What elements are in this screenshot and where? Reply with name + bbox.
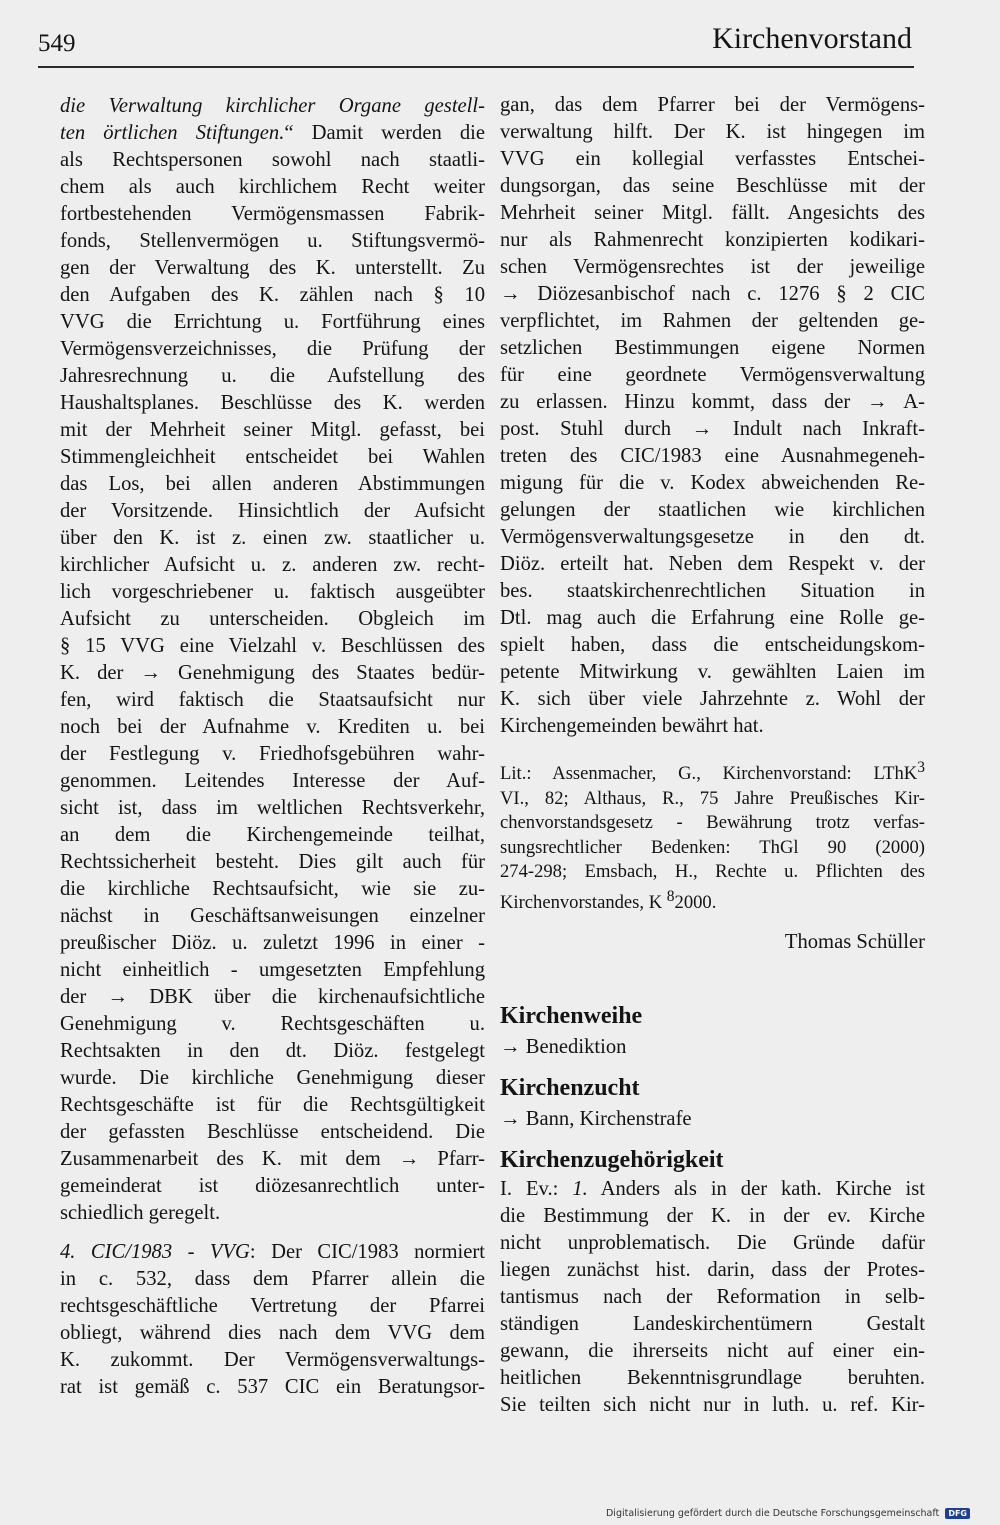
text-line: noch bei der Aufnahme v. Krediten u. bei (60, 716, 485, 738)
text-line: Mehrheit seiner Mitgl. fällt. Angesichts des (500, 202, 925, 224)
text-line: Aufsicht zu unterscheiden. Obgleich im (60, 608, 485, 630)
body-paragraph (60, 93, 485, 1227)
cross-reference-link[interactable]: → Benediktion (500, 1036, 627, 1059)
text-line: verpflichtet, im Rahmen der geltenden ge- (500, 310, 925, 332)
text-line: Kirchenvorstandes, K $^8$2000. (500, 887, 717, 913)
text-line: VVG ein kollegial verfasstes Entschei- (500, 148, 925, 170)
text-line: gewann, die ihrerseits nicht auf einer ein- (500, 1340, 925, 1363)
text-line: der gefassten Beschlüsse entscheidend. Die (60, 1121, 485, 1143)
text-line: tantismus nach der Reformation in selb- (500, 1286, 925, 1309)
text-line: über den K. ist z. einen zw. staatlicher u. (60, 527, 485, 549)
text-line: spielt haben, dass die entscheidungskom- (500, 634, 925, 656)
text-line: der Vorsitzende. Hinsichtlich der Aufsicht (60, 500, 485, 522)
text-line: I. Ev.: 1. Anders als in der kath. Kirche ist (500, 1178, 925, 1201)
text-line: für eine geordnete Vermögensverwaltung (500, 364, 925, 386)
text-line: fortbestehenden Vermögensmassen Fabrik- (60, 203, 485, 225)
text-line: Vermögensverwaltungsgesetze in den dt. (500, 526, 925, 548)
text-line: liegen zunächst hist. darin, dass der Protes- (500, 1259, 925, 1282)
text-line: fonds, Stellenvermögen u. Stiftungsvermö- (60, 230, 485, 252)
text-line: 4. CIC/1983 - VVG: Der CIC/1983 normiert (60, 1241, 485, 1263)
text-line: → Diözesanbischof nach c. 1276 § 2 CIC (500, 283, 925, 305)
header-rule (38, 66, 914, 68)
text-line: der → DBK über die kirchenaufsichtliche (60, 986, 485, 1008)
text-line: heitlichen Bekenntnisgrundlage beruhten. (500, 1367, 925, 1390)
text-line: Vermögensverzeichnisses, die Prüfung der (60, 338, 485, 360)
text-line: sungsrechtlicher Bedenken: ThGl 90 (2000) (500, 836, 925, 858)
text-line: der Festlegung v. Friedhofsgebühren wahr- (60, 743, 485, 765)
text-line: gan, das dem Pfarrer bei der Vermögens- (500, 94, 925, 116)
text-line: genommen. Leitendes Interesse der Auf- (60, 770, 485, 792)
text-line: Lit.: Assenmacher, G., Kirchenvorstand: LThK$^3$ (500, 759, 925, 785)
text-line: Rechtsgeschäfte ist für die Rechtsgültigkeit (60, 1094, 485, 1116)
text-line: fen, wird faktisch die Staatsaufsicht nur (60, 689, 485, 711)
dfg-logo: DFG (945, 1508, 970, 1519)
text-line: preußischer Diöz. u. zuletzt 1996 in einer - (60, 932, 485, 954)
entry-heading-kirchenweihe: Kirchenweihe (500, 1003, 643, 1030)
text-line: die kirchliche Rechtsaufsicht, wie sie zu- (60, 878, 485, 900)
author-signature: Thomas Schüller (784, 931, 925, 954)
body-paragraph (500, 92, 925, 740)
text-line: verwaltung hilft. Der K. ist hingegen im (500, 121, 925, 143)
section-4-paragraph (60, 1239, 485, 1401)
text-line: Genehmigung v. Rechtsgeschäften u. (60, 1013, 485, 1035)
text-line: schen Vermögensrechtes ist der jeweilige (500, 256, 925, 278)
text-line: Diöz. erteilt hat. Neben dem Respekt v. der (500, 553, 925, 575)
text-line: § 15 VVG eine Vielzahl v. Beschlüssen des (60, 635, 485, 657)
credit-text: Digitalisierung gefördert durch die Deutsche Forschungsgemeinschaft (605, 1508, 940, 1519)
text-line: nicht unproblematisch. Die Gründe dafür (500, 1232, 925, 1255)
text-line: kirchlicher Aufsicht u. z. anderen zw. recht- (60, 554, 485, 576)
text-line: 274-298; Emsbach, H., Rechte u. Pflichten des (500, 861, 925, 883)
text-line: VI., 82; Althaus, R., 75 Jahre Preußisches Kir- (500, 787, 925, 809)
entry-heading-kirchenzugehoerigkeit: Kirchenzugehörigkeit (500, 1147, 724, 1174)
text-line: VVG die Errichtung u. Fortführung eines (60, 311, 485, 333)
cross-reference-link[interactable]: → Bann, Kirchenstrafe (500, 1108, 692, 1131)
text-line: Zusammenarbeit des K. mit dem → Pfarr- (60, 1148, 485, 1170)
digitization-credit (606, 1508, 970, 1519)
text-line: chem als auch kirchlichem Recht weiter (60, 176, 485, 198)
text-line: ständigen Landeskirchentümern Gestalt (500, 1313, 925, 1336)
text-line: an dem die Kirchengemeinde teilhat, (60, 824, 485, 846)
text-line: lich vorgeschriebener u. faktisch ausgeübter (60, 581, 485, 603)
text-line: zu erlassen. Hinzu kommt, dass der → A- (500, 391, 925, 413)
text-line: Stimmengleichheit entscheidet bei Wahlen (60, 446, 485, 468)
text-line: schiedlich geregelt. (60, 1202, 221, 1224)
text-line: post. Stuhl durch → Indult nach Inkraft- (500, 418, 925, 440)
text-line: obliegt, während dies nach dem VVG dem (60, 1322, 485, 1344)
text-line: in c. 532, dass dem Pfarrer allein die (60, 1268, 485, 1290)
text-line: K. der → Genehmigung des Staates bedür- (60, 662, 485, 684)
text-line: nächst in Geschäftsanweisungen einzelner (60, 905, 485, 927)
text-line: Kirchengemeinden bewährt hat. (500, 715, 764, 737)
text-line: Rechtssicherheit besteht. Dies gilt auch für (60, 851, 485, 873)
text-line: sicht ist, dass im weltlichen Rechtsverkehr, (60, 797, 485, 819)
text-line: dungsorgan, das seine Beschlüsse mit der (500, 175, 925, 197)
text-line: die Bestimmung der K. in der ev. Kirche (500, 1205, 925, 1228)
running-head: Kirchenvorstand (712, 22, 912, 55)
text-line: Jahresrechnung u. die Aufstellung des (60, 365, 485, 387)
text-line: das Los, bei allen anderen Abstimmungen (60, 473, 485, 495)
entry-body (500, 1176, 925, 1419)
entry-heading-kirchenzucht: Kirchenzucht (500, 1075, 640, 1102)
left-column (60, 93, 485, 1401)
text-line: rechtsgeschäftliche Vertretung der Pfarrei (60, 1295, 485, 1317)
page-number: 549 (38, 30, 76, 57)
text-line: petente Mitwirkung v. gewählten Laien im (500, 661, 925, 683)
text-line: nur als Rahmenrecht konzipierten kodikari- (500, 229, 925, 251)
text-line: Haushaltsplanes. Beschlüsse des K. werden (60, 392, 485, 414)
text-line: die Verwaltung kirchlicher Organe gestell- (60, 95, 485, 117)
text-line: als Rechtspersonen sowohl nach staatli- (60, 149, 485, 171)
text-line: Sie teilten sich nicht nur in luth. u. ref. Kir- (500, 1394, 925, 1417)
text-line: nicht einheitlich - umgesetzten Empfehlung (60, 959, 485, 981)
text-line: gelungen der staatlichen wie kirchlichen (500, 499, 925, 521)
text-line: chenvorstandsgesetz - Bewährung trotz verfas- (500, 812, 925, 834)
text-line: migung für die v. Kodex abweichenden Re- (500, 472, 925, 494)
text-line: Dtl. mag auch die Erfahrung eine Rolle ge- (500, 607, 925, 629)
text-line: Rechtsakten in den dt. Diöz. festgelegt (60, 1040, 485, 1062)
text-line: setzlichen Bestimmungen eigene Normen (500, 337, 925, 359)
text-line: bes. staatskirchenrechtlichen Situation in (500, 580, 925, 602)
text-line: treten des CIC/1983 eine Ausnahmegeneh- (500, 445, 925, 467)
text-line: K. zukommt. Der Vermögensverwaltungs- (60, 1349, 485, 1371)
text-line: gemeinderat ist diözesanrechtlich unter- (60, 1175, 485, 1197)
text-line: rat ist gemäß c. 537 CIC ein Beratungsor- (60, 1376, 485, 1398)
literature-block (500, 756, 925, 915)
paragraph-gap (60, 1227, 485, 1239)
text-line: gen der Verwaltung des K. unterstellt. Zu (60, 257, 485, 279)
text-line: den Aufgaben des K. zählen nach § 10 (60, 284, 485, 306)
text-line: K. sich über viele Jahrzehnte z. Wohl der (500, 688, 925, 710)
text-line: wurde. Die kirchliche Genehmigung dieser (60, 1067, 485, 1089)
text-line: ten örtlichen Stiftungen.“ Damit werden die (60, 122, 486, 144)
right-column (500, 92, 925, 1419)
text-line: mit der Mehrheit seiner Mitgl. gefasst, bei (60, 419, 485, 441)
